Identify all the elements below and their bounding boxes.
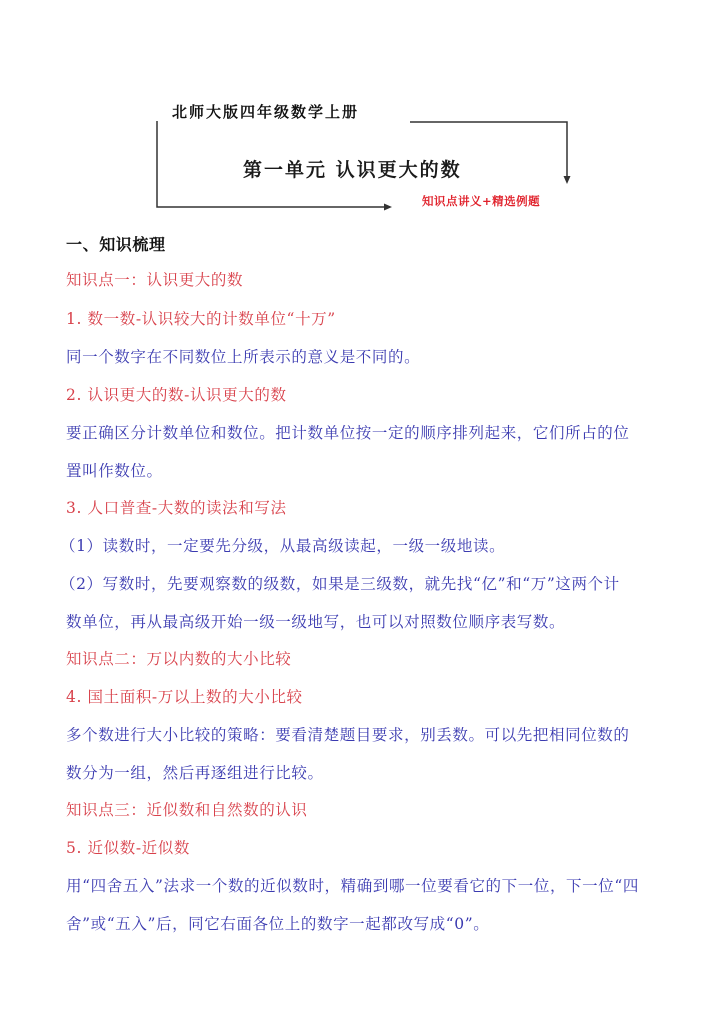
body-text: 用“四舍五入”法求一个数的近似数时，精确到哪一位要看它的下一位，下一位“四 [66,877,639,895]
textbook-subtitle: 北师大版四年级数学上册 [172,103,360,121]
title-banner [0,0,724,220]
body-text: 同一个数字在不同数位上所表示的意义是不同的。 [66,348,421,366]
handout-tag: 知识点讲义+精选例题 [422,194,541,208]
body-text: 数分为一组，然后再逐组进行比较。 [66,764,324,782]
body-text: 舍”或“五入”后，同它右面各位上的数字一起都改写成“0”。 [66,915,490,933]
body-text: 多个数进行大小比较的策略：要看清楚题目要求，别丢数。可以先把相同位数的 [66,726,630,744]
body-text: （2）写数时，先要观察数的级数，如果是三级数，就先找“亿”和“万”这两个计 [60,575,620,593]
body-text: 要正确区分计数单位和数位。把计数单位按一定的顺序排列起来，它们所占的位 [66,424,630,442]
body-text: 数单位，再从最高级开始一级一级地写，也可以对照数位顺序表写数。 [66,613,566,631]
topic-heading: 5. 近似数-近似数 [66,839,190,857]
unit-title: 第一单元 认识更大的数 [243,159,462,181]
knowledge-point-heading: 知识点一：认识更大的数 [66,271,244,289]
topic-heading: 4. 国土面积-万以上数的大小比较 [66,688,303,706]
knowledge-point-heading: 知识点三：近似数和自然数的认识 [66,801,308,819]
banner-frame-arrows [0,0,724,220]
topic-heading: 3. 人口普查-大数的读法和写法 [66,499,287,517]
topic-heading: 1. 数一数-认识较大的计数单位“十万” [66,310,336,328]
topic-heading: 2. 认识更大的数-认识更大的数 [66,386,287,404]
section-heading: 一、知识梳理 [66,235,166,254]
knowledge-point-heading: 知识点二：万以内数的大小比较 [66,650,292,668]
body-text: 置叫作数位。 [66,462,163,480]
body-text: （1）读数时，一定要先分级，从最高级读起，一级一级地读。 [60,537,506,555]
